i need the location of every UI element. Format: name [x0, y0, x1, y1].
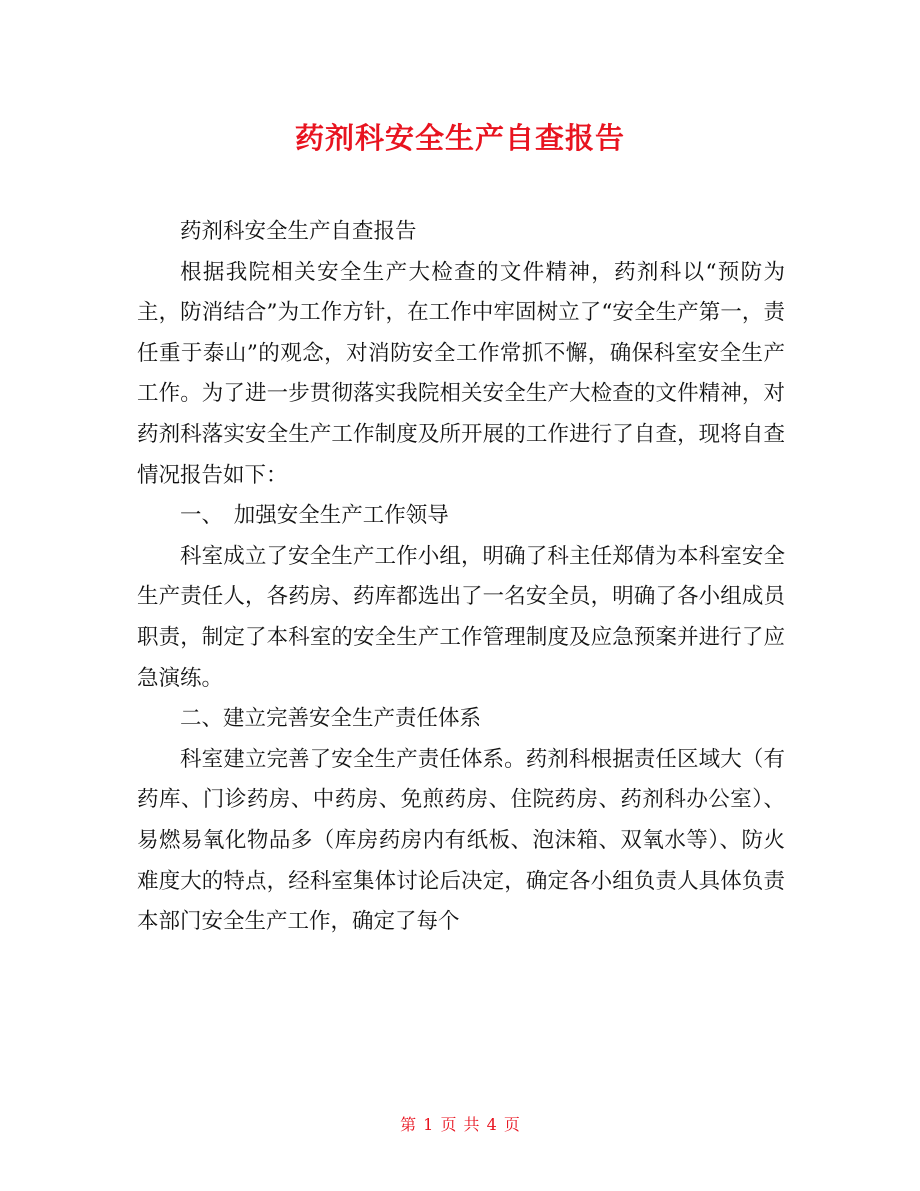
section-heading-1: 一、 加强安全生产工作领导	[180, 503, 449, 529]
document-body	[137, 212, 785, 943]
section-heading-2: 二、建立完善安全生产责任体系	[180, 706, 482, 732]
page-footer: 第 1 页 共 4 页	[400, 1115, 520, 1134]
paragraph-intro: 根据我院相关安全生产大检查的文件精神，药剂科以“预防为主，防消结合”为工作方针，在工作中牢固树立了“安全生产第一，责任重于泰山”的观念，对消防安全工作常抓不懈，确保科室安全生产工作。为了进一步贯彻落实我院相关安全生产大检查的文件精神，对药剂科落实安全生产工作制度及所开展的工作进行了自查，现将自查情况报告如下：	[137, 259, 785, 488]
paragraph-section-2: 科室建立完善了安全生产责任体系。药剂科根据责任区域大（有药库、门诊药房、中药房、免煎药房、住院药房、药剂科办公室）、易燃易氧化物品多（库房药房内有纸板、泡沫箱、双氧水等）、防火难度大的特点，经科室集体讨论后决定，确定各小组负责人具体负责本部门安全生产工作，确定了每个	[137, 746, 785, 935]
paragraph-section-1: 科室成立了安全生产工作小组，明确了科主任郑倩为本科室安全生产责任人，各药房、药库都选出了一名安全员，明确了各小组成员职责，制定了本科室的安全生产工作管理制度及应急预案并进行了应急演练。	[137, 543, 785, 691]
document-title: 药剂科安全生产自查报告	[294, 121, 625, 155]
paragraph-subtitle: 药剂科安全生产自查报告	[180, 219, 417, 244]
